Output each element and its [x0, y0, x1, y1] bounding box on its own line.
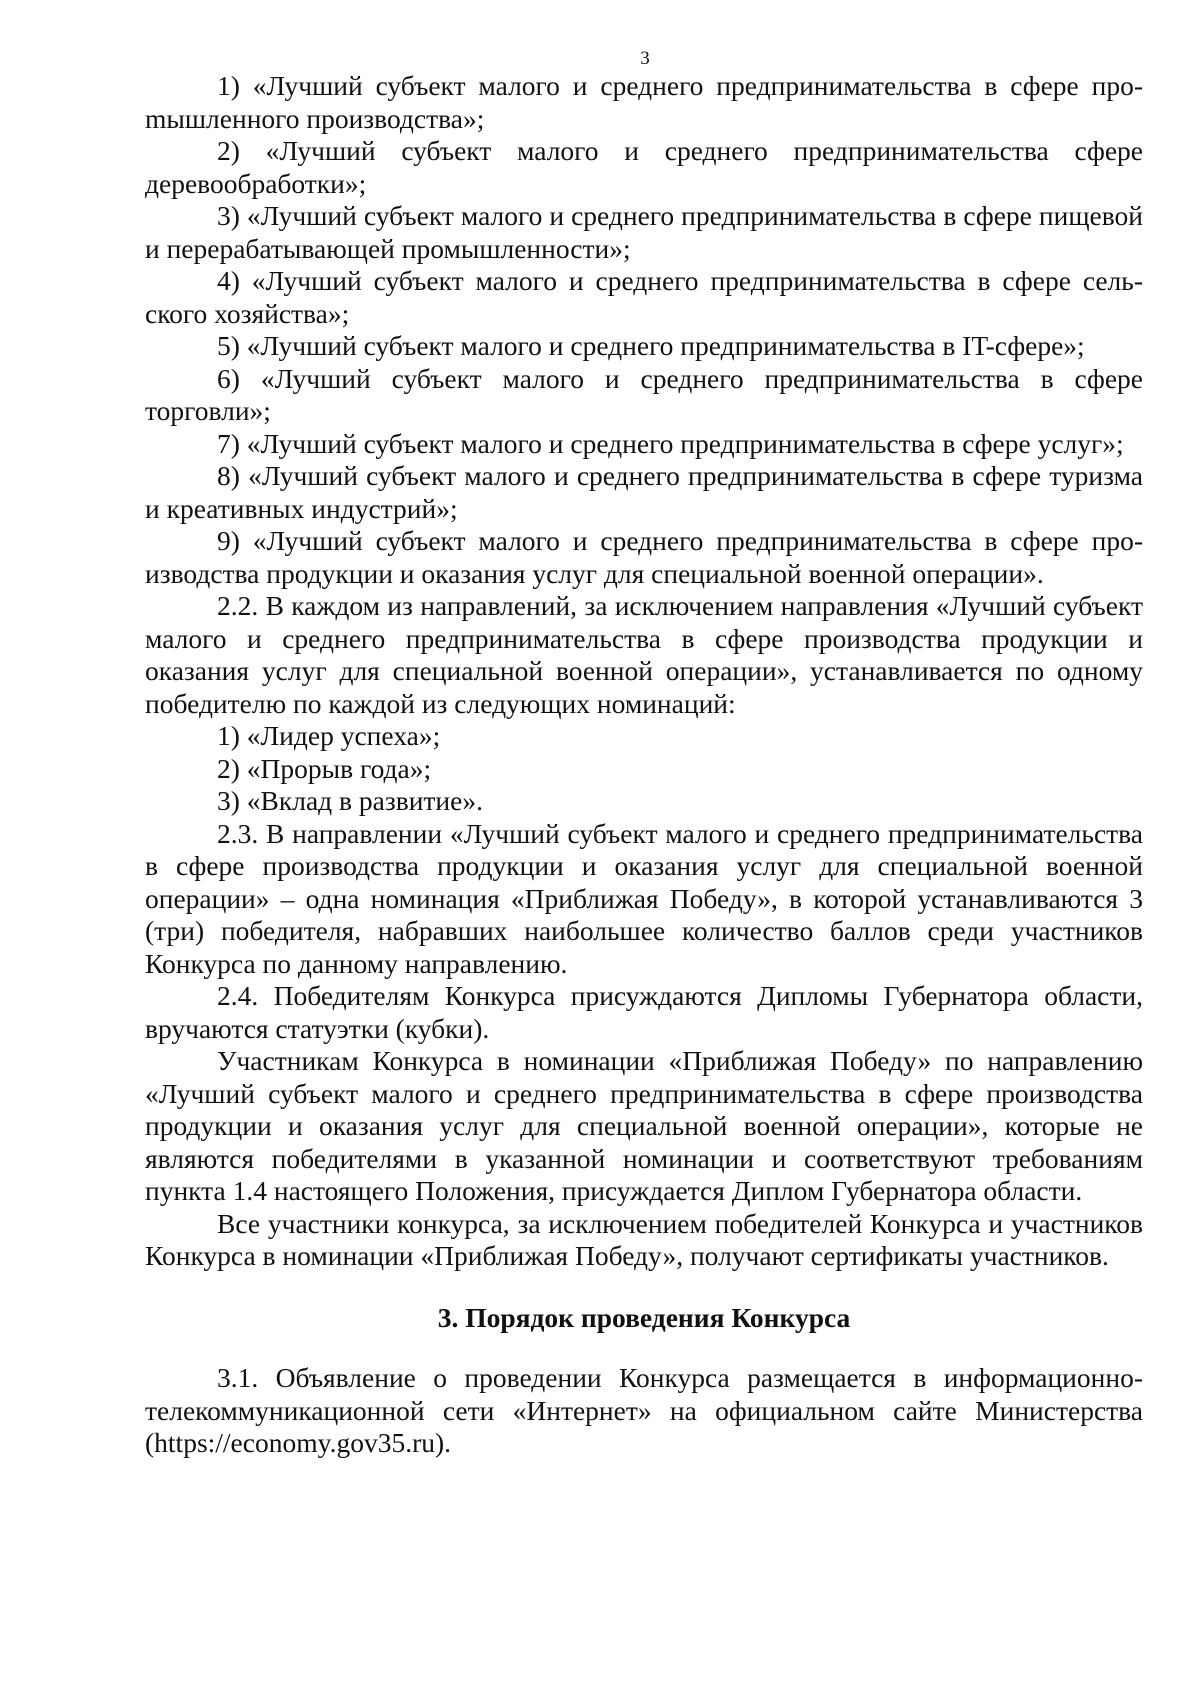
page-number: 3	[640, 48, 650, 69]
list-item-tourism: 8) «Лучший субъект малого и среднего предпринимательства в сфере туризма и креативных индустрий»;	[145, 460, 1143, 524]
list-item-agriculture: 4) «Лучший субъект малого и среднего предпринимательства в сфере сельского хозяйства»;	[145, 265, 1143, 329]
nomination-breakthrough: 2) «Прорыв года»;	[217, 752, 432, 784]
list-item-woodworking: 2) «Лучший субъект малого и среднего предпринимательства сфере деревообработки»;	[145, 135, 1143, 199]
section-3-1: 3.1. Объявление о проведении Конкурса размещается в информационно-телекоммуникационной сети «Интернет» на официальном сайте Министерства (https://economy.gov35.ru).	[145, 1362, 1143, 1458]
participants-certificate-paragraph: Все участники конкурса, за исключением победителей Конкурса и участников Конкурса в номинации «Приближая Победу», получают сертификаты участников.	[145, 1207, 1143, 1271]
nomination-leader: 1) «Лидер успеха»;	[217, 720, 441, 751]
list-item-food-industry: 3) «Лучший субъект малого и среднего предпринимательства в сфере пищевой и перерабатывающей промышленности»;	[145, 200, 1143, 264]
list-item-industrial: 1) «Лучший субъект малого и среднего предпринимательства в сфере проmышленного производства»;	[145, 70, 1143, 134]
section-2-2: 2.2. В каждом из направлений, за исключением направления «Лучший субъект малого и среднего предпринимательства в сфере производства продукции и оказания услуг для специальной военной операции», устанавливается по одному победителю по каждой из следующих номинаций:	[145, 590, 1143, 719]
participants-diploma-paragraph: Участникам Конкурса в номинации «Приближая Победу» по направлению «Лучший субъект малого и среднего предпринимательства в сфере производства продукции и оказания услуг для специальной военной операции», которые не являются победителями в указанной номинации и соответствуют требованиям пункта 1.4 настоящего Положения, присуждается Диплом Губернатора области.	[145, 1045, 1143, 1206]
list-item-trade: 6) «Лучший субъект малого и среднего предпринимательства в сфере торговли»;	[145, 362, 1143, 426]
section-3-heading: 3. Порядок проведения Конкурса	[437, 1301, 851, 1333]
list-item-military-operation: 9) «Лучший субъект малого и среднего предпринимательства в сфере производства продукции и оказания услуг для специальной военной операции».	[145, 525, 1143, 589]
nomination-contribution: 3) «Вклад в развитие».	[217, 785, 483, 816]
section-2-4: 2.4. Победителям Конкурса присуждаются Дипломы Губернатора области, вручаются статуэтки (кубки).	[145, 980, 1143, 1044]
list-item-services: 7) «Лучший субъект малого и среднего предпринимательства в сфере услуг»;	[217, 427, 1124, 459]
section-2-3: 2.3. В направлении «Лучший субъект малого и среднего предпринимательства в сфере производства продукции и оказания услуг для специальной военной операции» – одна номинация «Приближая Победу», в которой устанавливаются 3 (три) победителя, набравших наибольшее количество баллов среди участников Конкурса по данному направлению.	[145, 817, 1143, 979]
document-body	[145, 70, 1143, 1460]
list-item-it: 5) «Лучший субъект малого и среднего предпринимательства в IT-сфере»;	[217, 330, 1085, 361]
